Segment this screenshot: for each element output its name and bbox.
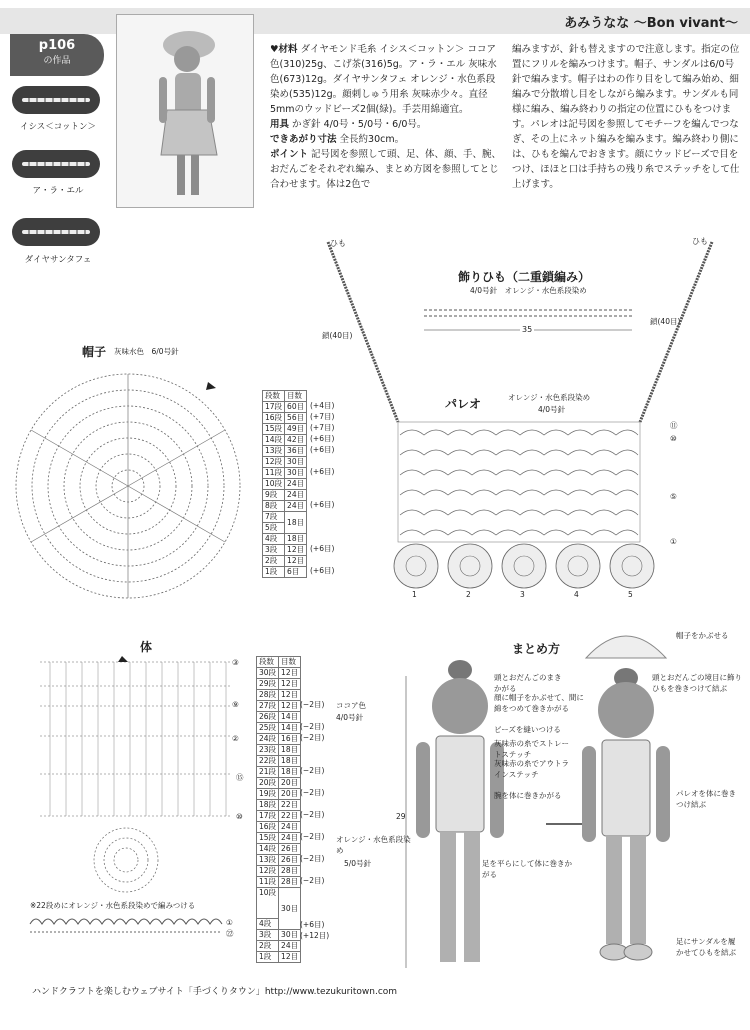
assembly-note: ビーズを縫いつける	[494, 725, 561, 734]
body-color-bottom: オレンジ・水色系段染め	[336, 835, 411, 855]
table-row: 14段 26目	[257, 844, 301, 855]
assembly-note: 頭とおだんごの境目に飾りひもを巻きつけて結ぶ	[652, 673, 742, 693]
size-label: できあがり寸法	[270, 134, 337, 145]
table-row: 2段 12目	[263, 556, 307, 567]
decrease-note: (−2目)	[300, 766, 325, 775]
cord-length: 35	[522, 325, 533, 334]
table-row: 29段 12目	[257, 679, 301, 690]
table-row: 16段 24目	[257, 822, 301, 833]
body-chart-diagram	[40, 656, 240, 826]
increase-note: (+7目)	[310, 423, 335, 432]
row-marker: ⑪	[670, 421, 678, 430]
frill-note: ※22段めにオレンジ・水色系段染めで編みつける	[30, 901, 196, 910]
table-row: 18段 22目	[257, 800, 301, 811]
yarn-swatch-icon	[12, 150, 100, 178]
table-row: 13段 36目	[263, 446, 307, 457]
table-row: 8段 24目	[263, 501, 307, 512]
materials-label: ♥材料	[270, 44, 298, 55]
decrease-note: (−2目)	[300, 700, 325, 709]
assembly-note: 顔に帽子をかぶせて、間に綿をつめて巻きかがる	[494, 693, 584, 713]
body-color-top: ココア色	[336, 701, 366, 710]
chain-right-label: 鎖(40目)	[650, 317, 681, 326]
table-row: 12段 28目	[257, 866, 301, 877]
increase-note: (+6目)	[310, 544, 335, 553]
page-number: p106	[38, 38, 76, 53]
assembly-note: 足にサンダルを履かせてひもを結ぶ	[676, 937, 736, 957]
cord-left-label: ひも	[330, 239, 346, 248]
pareo-title: パレオ	[445, 397, 482, 411]
decrease-note: (−2目)	[300, 810, 325, 819]
assembly-note: 灰味赤の糸でストレートステッチ	[494, 739, 569, 759]
table-row: 22段 18目	[257, 756, 301, 767]
hat-row-table	[262, 390, 307, 578]
table-row: 30段 12目	[257, 668, 301, 679]
row-marker: ⑮	[236, 773, 244, 782]
instructions-text: 編みますが、針も替えますので注意します。指定の位置にフリルを編みつけます。帽子、サンダルは6/0号針で編みます。帽子はわの作り目をして編み始め、細編みで分散増し目をしながら編みます。サンダルも同様に編み、編み終わりの指定の位置にひもをつけます。パレオは記号図を参照してモチーフを編んでつなぎ、その上にネット編みを編みます。編み終わり側には、ひもを編んでおきます。顔にウッドビーズで目をつけ、ほほと口は手持ちの残り糸でステッチをして仕上げます。	[512, 44, 740, 190]
row-marker: ②	[232, 734, 239, 743]
pareo-note-2: 4/0号針	[538, 405, 566, 414]
point-text: 記号図を参照して頭、足、体、顔、手、腕、おだんごをそれぞれ編み、まとめ方図を参照してとじ合わせます。体は2色で	[270, 149, 502, 190]
row-marker: ①	[670, 537, 677, 546]
frill-diagram	[28, 912, 228, 938]
decrease-note: (−2目)	[300, 722, 325, 731]
yarn-swatch-icon	[12, 86, 100, 114]
table-row: 20段 20目	[257, 778, 301, 789]
tools-label: 用具	[270, 119, 290, 130]
row-marker: ①	[226, 918, 233, 927]
decrease-note: (−2目)	[300, 876, 325, 885]
increase-note: (+6目)	[310, 566, 335, 575]
table-row: 14段 42目	[263, 435, 307, 446]
assembly-title: まとめ方	[512, 642, 561, 656]
table-row: 10段 24目	[263, 479, 307, 490]
table-row: 23段 18目	[257, 745, 301, 756]
body-row-table	[256, 656, 301, 963]
increase-note: (+4目)	[310, 401, 335, 410]
table-row: 4段	[257, 919, 301, 930]
yarn-label: イシス＜コットン＞	[19, 122, 97, 132]
instructions-column	[512, 42, 740, 192]
yarn-swatch-icon	[12, 218, 100, 246]
table-row: 1段 12目	[257, 952, 301, 963]
motif-number: 4	[574, 590, 579, 599]
doll-height: 29	[396, 812, 406, 821]
row-marker: ⑨	[232, 700, 239, 709]
table-row: 12段 30目	[263, 457, 307, 468]
body-base-diagram	[86, 826, 166, 896]
table-header: 段数	[257, 657, 279, 668]
assembly-note: 足を平らにして体に巻きかがる	[482, 859, 572, 879]
table-row: 19段 20目	[257, 789, 301, 800]
increase-note: (+6目)	[310, 467, 335, 476]
cord-right-label: ひも	[692, 237, 708, 246]
yarn-label: ダイヤサンタフェ	[24, 255, 92, 265]
table-row: 11段 28目	[257, 877, 301, 888]
table-row: 17段 60目	[263, 402, 307, 413]
row-marker: ⑤	[670, 492, 677, 501]
doll-illustration-icon	[117, 15, 253, 207]
hat-chart-diagram	[10, 368, 246, 604]
increase-note: (+6目)	[310, 445, 335, 454]
increase-note: (+7目)	[310, 412, 335, 421]
motif-number: 3	[520, 590, 525, 599]
size-text: 全長約30cm。	[339, 134, 405, 145]
table-header: 段数	[263, 391, 285, 402]
increase-note: (+6目)	[310, 434, 335, 443]
table-row: 2段 24目	[257, 941, 301, 952]
assembly-note: 腕を体に巻きかがる	[494, 791, 562, 800]
motif-number: 5	[628, 590, 633, 599]
increase-note: (+6目)	[300, 920, 325, 929]
cord-note: 4/0号針 オレンジ・水色系段染め	[470, 286, 587, 295]
motif-number: 1	[412, 590, 417, 599]
assembly-note: 帽子をかぶせる	[676, 631, 729, 640]
table-row: 15段 24目	[257, 833, 301, 844]
table-row: 26段 14目	[257, 712, 301, 723]
decrease-note: (−2目)	[300, 854, 325, 863]
table-row: 28段 12目	[257, 690, 301, 701]
table-row: 25段 14目	[257, 723, 301, 734]
table-row: 3段 12目	[263, 545, 307, 556]
row-marker: ③	[232, 658, 239, 667]
table-row: 9段 24目	[263, 490, 307, 501]
table-row: 11段 30目	[263, 468, 307, 479]
table-row: 27段 12目	[257, 701, 301, 712]
body-needle-bottom: 5/0号針	[344, 859, 372, 868]
page-badge	[10, 34, 104, 76]
hat-note: 灰味水色 6/0号針	[114, 347, 179, 356]
table-row: 16段 56目	[263, 413, 307, 424]
increase-note: (+12目)	[300, 931, 330, 940]
hat-title: 帽子	[82, 345, 107, 359]
table-row: 24段 16目	[257, 734, 301, 745]
chain-left-label: 鎖(40目)	[322, 331, 353, 340]
assembly-note: パレオを体に巻きつけ結ぶ	[676, 789, 736, 809]
table-row: 17段 22目	[257, 811, 301, 822]
footer-text: ハンドクラフトを楽しむウェブサイト「手づくりタウン」http://www.tezukuritown.com	[32, 987, 398, 997]
row-marker: ⑩	[236, 812, 243, 821]
decrease-note: (−2目)	[300, 788, 325, 797]
materials-column	[270, 42, 504, 192]
body-needle-top: 4/0号針	[336, 713, 364, 722]
decrease-note: (−2目)	[300, 733, 325, 742]
assembly-note: 灰味赤の糸でアウトラインステッチ	[494, 759, 569, 779]
decrease-note: (−2目)	[300, 832, 325, 841]
table-header: 目数	[279, 657, 301, 668]
table-row: 1段 6目	[263, 567, 307, 578]
table-row: 21段 18目	[257, 767, 301, 778]
table-row: 13段 26目	[257, 855, 301, 866]
table-row: 15段 49目	[263, 424, 307, 435]
page-sub: の作品	[43, 56, 71, 66]
motif-number: 2	[466, 590, 471, 599]
body-title: 体	[140, 640, 153, 654]
doll-photo	[116, 14, 254, 208]
table-row: 5段	[263, 523, 307, 534]
row-marker: ㉒	[226, 929, 234, 938]
increase-note: (+6目)	[310, 500, 335, 509]
materials-text: ダイヤモンド毛糸 イシス＜コットン＞ ココア色(310)25g、こげ茶(316)5g。ア・ラ・エル 灰味水色(673)12g。ダイヤサンタフェ オレンジ・水色系段染め(535)12g。顔刺しゅう用糸 灰味赤少々。直径5mmのウッドビーズ2個(緑)。手芸用綿適宜。	[270, 44, 497, 115]
table-row: 4段 18目	[263, 534, 307, 545]
table-header: 目数	[285, 391, 307, 402]
assembly-note: 頭とおだんごのまきかがる	[494, 673, 562, 693]
table-row: 7段 18目	[263, 512, 307, 523]
pareo-note-1: オレンジ・水色系段染め	[508, 393, 591, 402]
page-title: あみうなな ～Bon vivant～	[564, 16, 738, 31]
point-label: ポイント	[270, 149, 309, 160]
table-row: 3段 30目	[257, 930, 301, 941]
table-row: 10段 30目	[257, 888, 301, 919]
yarn-label: ア・ラ・エル	[32, 186, 84, 196]
tools-text: かぎ針 4/0号・5/0号・6/0号。	[292, 119, 427, 130]
cord-title: 飾りひも（二重鎖編み）	[458, 270, 591, 284]
row-marker: ⑩	[670, 434, 677, 443]
